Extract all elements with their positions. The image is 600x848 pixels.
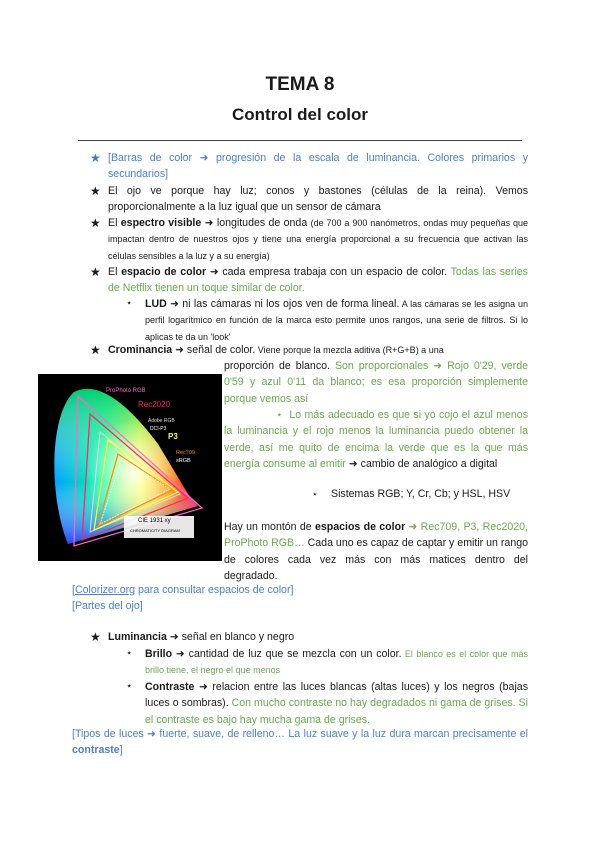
list-item-contraste: Contraste ➜ relacion entre las luces blancas (altas luces) y los negros (bajas luces o sombras). Con mucho contraste no hay degradados ni gama de grises. Si el contraste es bajo hay mucha gama de grises. <box>145 681 528 726</box>
link-tipos-de-luces[interactable]: [Tipos de luces ➜ fuerte, suave, de relleno… La luz suave y la luz dura marcan precisamente el contraste] <box>72 728 528 757</box>
list-item-espectro: El espectro visible ➜ longitudes de onda (de 700 a 900 nanómetros, ondas muy pequeñas que impactan dentro de nuestros ojos y tiene una energía proporcional a su frecuencia que activan las células sensibles a la luz y a su energía) <box>108 217 528 261</box>
bullet-star-icon: ★ <box>90 343 101 357</box>
list-item-brillo: Brillo ➜ cantidad de luz que se mezcla con un color. El blanco es el color que más brillo tiene, el negro el que menos <box>145 648 528 676</box>
label-rec709: Rec709 <box>176 450 195 456</box>
label-p3: P3 <box>168 432 178 441</box>
cie-chromaticity-diagram-image <box>38 374 222 561</box>
bullet-sub-icon: ⋆ <box>312 489 318 499</box>
label-cie: CIE 1931 xy <box>138 518 171 524</box>
list-item-lud: LUD ➜ ni las cámaras ni los ojos ven de forma lineal. A las cámaras se les asigna un perfil logarítmico en función de la marca esto permite unos rangos, una serie de filtros. Si lo aplicas te da un 'look' <box>145 298 528 342</box>
list-item-sistemas: Sistemas RGB; Y, Cr, Cb; y HSL, HSV <box>331 488 511 500</box>
bullet-sub-icon: ⋆ <box>126 298 133 309</box>
bullet-star-icon: ★ <box>90 216 101 230</box>
list-item-espacio: El espacio de color ➜ cada empresa trabaja con un espacio de color. Todas las series de Netflix tienen un toque similar de color. <box>108 266 528 295</box>
bullet-star-icon: ★ <box>90 265 101 279</box>
label-dci: DCI-P3 <box>150 426 167 432</box>
bullet-sub-icon: ⋆ <box>126 648 133 659</box>
paragraph-adecuado: ⋆ Lo más adecuado es que si yo cojo el azul menos la luminancia y el rojo menos la luminancia puedo obtener la verde, así me quito de encima la verde que es la que más energía consume al emitir ➜ cambio de analógico a digital <box>224 409 528 470</box>
paragraph-monton: Hay un montón de espacios de color ➜ Rec709, P3, Rec2020, ProPhoto RGB… Cada uno es capaz de captar y emitir un rango de colores cada vez más con más matices dentro del degradado. <box>224 521 528 582</box>
crominancia-continuation: proporción de blanco. Son proporcionales ➜ Rojo 0'29, verde 0'59 y azul 0'11 da blanco; es esa proporción simplemente porque vemos así <box>224 360 528 405</box>
label-cie2: CHROMATICITY DIAGRAM <box>130 528 180 533</box>
page-subtitle: Control del color <box>232 105 368 124</box>
link-colorizer[interactable]: [Colorizer.org para consultar espacios de color] <box>72 584 294 596</box>
title-divider <box>78 140 522 141</box>
list-item-luminancia: Luminancia ➜ señal en blanco y negro <box>108 631 295 643</box>
link-partes-del-ojo[interactable]: [Partes del ojo] <box>72 600 143 612</box>
label-prophoto: ProPhoto RGB <box>106 388 146 394</box>
list-item-ojo: El ojo ve porque hay luz; conos y bastones (células de la reina). Vemos proporcionalmente a la luz igual que un sensor de cámara <box>108 185 528 214</box>
list-item-crominancia: Crominancia ➜ señal de color. Viene porque la mezcla aditiva (R+G+B) a una <box>108 344 444 356</box>
bullet-star-icon: ★ <box>90 151 101 165</box>
page-title: TEMA 8 <box>265 74 335 95</box>
bullet-sub-icon: ⋆ <box>126 681 133 692</box>
label-adobe: Adobe RGB <box>148 418 175 424</box>
label-rec2020: Rec2020 <box>138 400 171 409</box>
list-item-barras: [Barras de color ➜ progresión de la escala de luminancia. Colores primarios y secundarios] <box>108 152 528 181</box>
label-srgb: sRGB <box>176 458 191 464</box>
bullet-star-icon: ★ <box>90 184 101 198</box>
bullet-star-icon: ★ <box>90 630 101 644</box>
